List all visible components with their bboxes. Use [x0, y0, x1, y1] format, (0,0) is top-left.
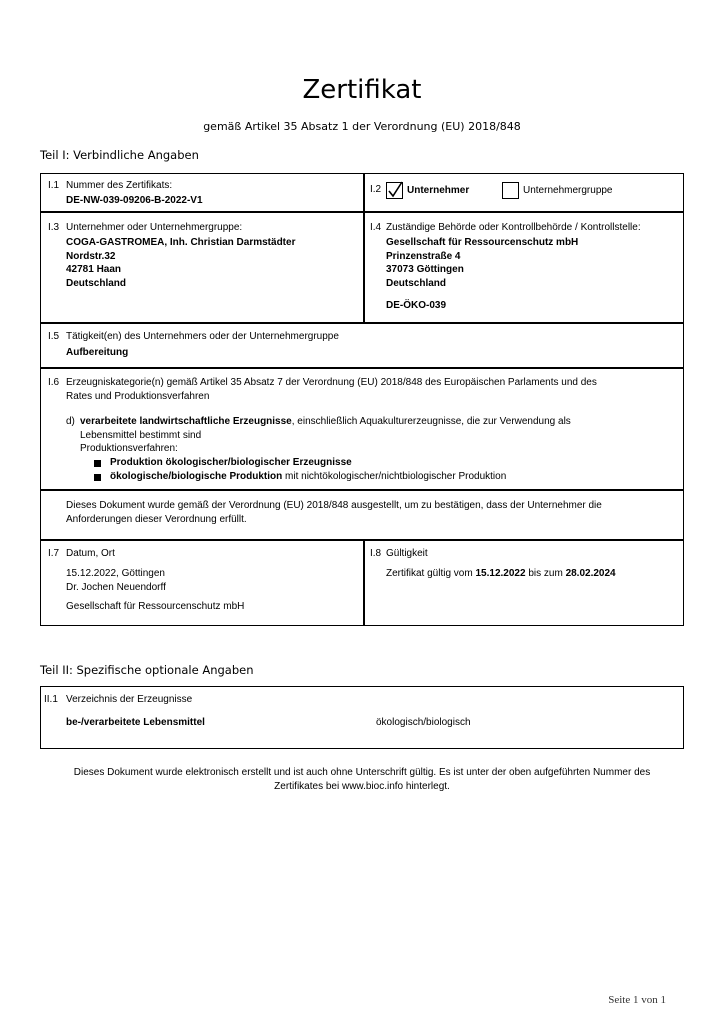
validity-connector: bis zum — [528, 568, 563, 579]
footer-line: Zertifikates bei www.bioc.info hinterlegt. — [274, 781, 450, 792]
field-number: I.7 — [48, 548, 60, 559]
field-label: Erzeugniskategorie(n) gemäß Artikel 35 Absatz 7 der Verordnung (EU) 2018/848 des Europäischen Parlaments und des — [66, 377, 597, 388]
validity-prefix: Zertifikat gültig vom — [386, 568, 473, 579]
activity-value: Aufbereitung — [66, 347, 129, 358]
page-number: Seite 1 von 1 — [608, 994, 666, 1006]
issue-date-place: 15.12.2022, Göttingen — [66, 568, 165, 579]
footer-line: Dieses Dokument wurde elektronisch erstellt und ist auch ohne Unterschrift gültig. Es ist unter der oben aufgeführten Nummer des — [73, 767, 651, 778]
checkmark-icon — [386, 180, 404, 200]
control-body-street: Prinzenstraße 4 — [386, 251, 461, 262]
validity-period — [386, 567, 616, 581]
operator-group-checkbox — [502, 182, 519, 199]
field-label: Tätigkeit(en) des Unternehmers oder der Unternehmergruppe — [66, 331, 339, 342]
field-number: I.8 — [370, 548, 382, 559]
part1-heading: Teil I: Verbindliche Angaben — [40, 148, 199, 162]
field-label: Nummer des Zertifikats: — [66, 180, 173, 191]
operator-option-label: Unternehmer — [407, 185, 470, 196]
production-method: Produktion ökologischer/biologischer Erzeugnisse — [110, 457, 352, 468]
control-body-name: Gesellschaft für Ressourcenschutz mbH — [386, 237, 579, 248]
field-number: I.5 — [48, 331, 60, 342]
table-divider — [40, 539, 684, 541]
field-number: II.1 — [44, 694, 58, 705]
field-number: I.2 — [370, 184, 382, 195]
operator-group-option-label: Unternehmergruppe — [523, 185, 613, 196]
valid-from-date: 15.12.2022 — [475, 568, 526, 579]
table-divider — [40, 322, 684, 324]
field-label: Verzeichnis der Erzeugnisse — [66, 694, 193, 705]
field-number: I.6 — [48, 377, 60, 388]
table-column-divider — [363, 173, 365, 323]
category-description — [80, 415, 571, 429]
statement-line: Dieses Dokument wurde gemäß der Verordnung (EU) 2018/848 ausgestellt, um zu bestätigen, dass der Unternehmer die — [66, 500, 602, 511]
production-method-name: ökologische/biologische Produktion — [110, 471, 283, 482]
table-column-divider — [363, 540, 365, 626]
table-divider — [40, 367, 684, 369]
field-label: Zuständige Behörde oder Kontrollbehörde / Kontrollstelle: — [386, 222, 641, 233]
control-body-code: DE-ÖKO-039 — [386, 300, 447, 311]
field-label: Datum, Ort — [66, 548, 115, 559]
product-method: ökologisch/biologisch — [376, 717, 471, 728]
field-label: Unternehmer oder Unternehmergruppe: — [66, 222, 243, 233]
table-divider — [40, 489, 684, 491]
field-label-continued: Rates und Produktionsverfahren — [66, 391, 210, 402]
valid-to-date: 28.02.2024 — [565, 568, 616, 579]
signatory-name: Dr. Jochen Neuendorff — [66, 582, 166, 593]
control-body-country: Deutschland — [386, 278, 447, 289]
issuing-organization: Gesellschaft für Ressourcenschutz mbH — [66, 601, 245, 612]
operator-city: 42781 Haan — [66, 264, 122, 275]
bullet-icon — [94, 460, 101, 467]
certificate-subtitle: gemäß Artikel 35 Absatz 1 der Verordnung (EU) 2018/848 — [203, 120, 521, 133]
bullet-icon — [94, 474, 101, 481]
operator-name: COGA-GASTROMEA, Inh. Christian Darmstädter — [66, 237, 296, 248]
operator-street: Nordstr.32 — [66, 251, 116, 262]
category-letter: d) — [66, 416, 75, 427]
part2-heading: Teil II: Spezifische optionale Angaben — [40, 663, 254, 677]
production-method-detail: mit nichtökologischer/nichtbiologischer Produktion — [285, 471, 507, 482]
field-number: I.4 — [370, 222, 382, 233]
production-method — [110, 470, 506, 484]
category-name: verarbeitete landwirtschaftliche Erzeugnisse — [80, 416, 292, 427]
category-qualifier: , einschließlich Aquakulturerzeugnisse, die zur Verwendung als — [291, 416, 571, 427]
table-divider — [40, 211, 684, 213]
product-name: be-/verarbeitete Lebensmittel — [66, 717, 205, 728]
control-body-city: 37073 Göttingen — [386, 264, 464, 275]
operator-checkbox — [386, 182, 403, 199]
field-label: Gültigkeit — [386, 548, 428, 559]
category-description-continued: Lebensmittel bestimmt sind — [80, 430, 202, 441]
operator-country: Deutschland — [66, 278, 127, 289]
production-methods-label: Produktionsverfahren: — [80, 443, 178, 454]
statement-line: Anforderungen dieser Verordnung erfüllt. — [66, 514, 247, 525]
certificate-number: DE-NW-039-09206-B-2022-V1 — [66, 195, 203, 206]
certificate-title: Zertifikat — [302, 75, 422, 105]
field-number: I.1 — [48, 180, 60, 191]
field-number: I.3 — [48, 222, 60, 233]
